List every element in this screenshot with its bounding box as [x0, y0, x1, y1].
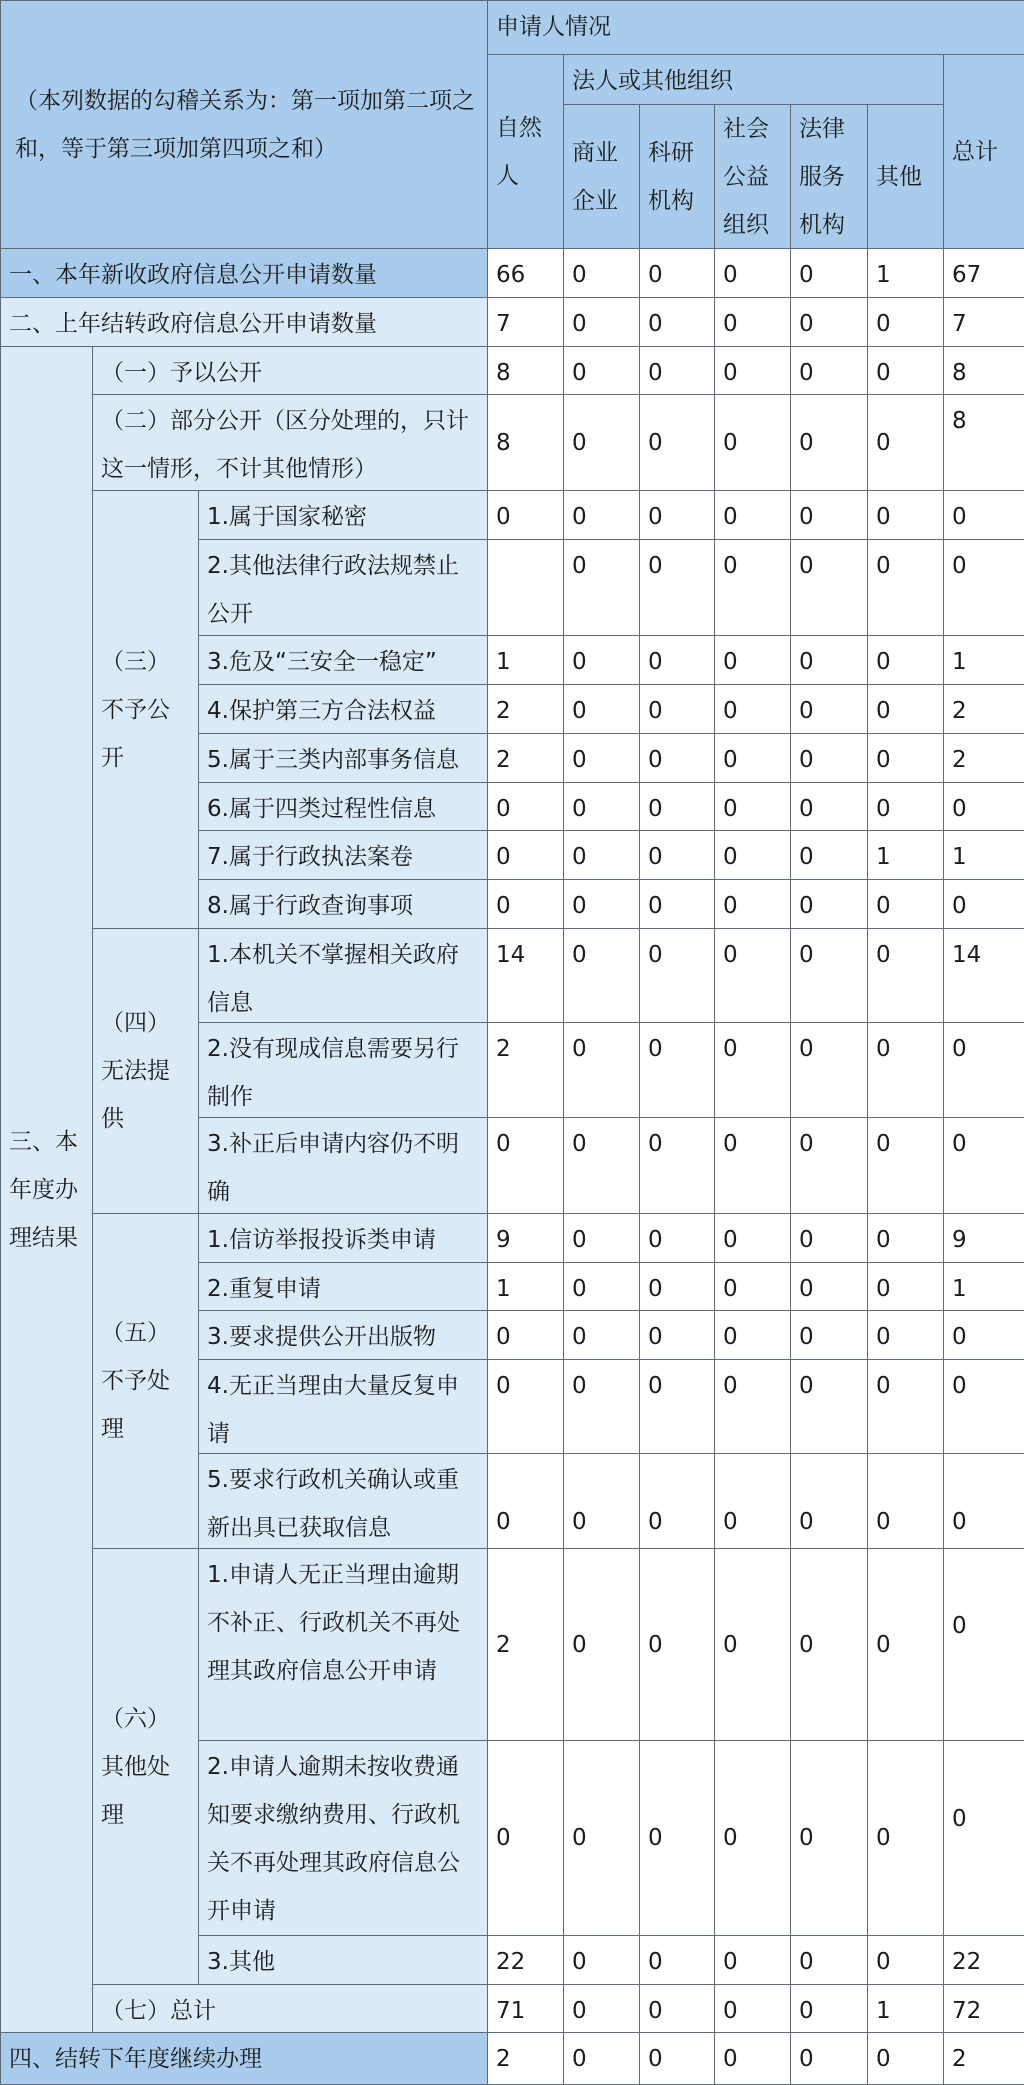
row-label-g6_2: 2.申请人逾期未按收费通知要求缴纳费用、行政机关不再处理其政府信息公开申请: [198, 1740, 488, 1936]
cell-g3_3-other: 0: [867, 635, 944, 685]
cell-g3_2-welfare: 0: [714, 539, 791, 636]
row-label-g6_1: 1.申请人无正当理由逾期不补正、行政机关不再处理其政府信息公开申请: [198, 1548, 488, 1741]
cell-g2-natural: 8: [487, 394, 564, 491]
row-label-g2: （二）部分公开（区分处理的，只计这一情形，不计其他情形）: [92, 394, 488, 491]
cell-g6_1-other: 0: [867, 1548, 944, 1741]
cell-g3_4-other: 0: [867, 684, 944, 734]
cell-g5_1-natural: 9: [487, 1213, 564, 1263]
cell-g3_4-legal-service: 0: [790, 684, 868, 734]
cell-g5_4-research: 0: [639, 1359, 715, 1454]
cell-g1-research: 0: [639, 346, 715, 395]
cell-g6_2-total: 0: [943, 1740, 1024, 1936]
cell-g5_5-natural: 0: [487, 1453, 564, 1549]
cell-g6_2-legal-service: 0: [790, 1740, 868, 1936]
row-label-g5_3: 3.要求提供公开出版物: [198, 1310, 488, 1360]
cell-g7-legal-service: 0: [790, 1984, 868, 2033]
cell-g3_3-business: 0: [563, 635, 640, 685]
group-4-label: （四）无法提供: [92, 928, 199, 1214]
cell-g6_1-business: 0: [563, 1548, 640, 1741]
cell-g5_2-natural: 1: [487, 1262, 564, 1311]
cell-g4_3-natural: 0: [487, 1117, 564, 1214]
cell-g1-welfare: 0: [714, 346, 791, 395]
cell-g1-total: 8: [943, 346, 1024, 395]
cell-g3_1-legal-service: 0: [790, 490, 868, 540]
cell-g3_3-research: 0: [639, 635, 715, 685]
cell-g3_5-welfare: 0: [714, 733, 791, 783]
header-total: 总计: [943, 54, 1024, 249]
cell-g6_3-business: 0: [563, 1935, 640, 1985]
cell-g1-business: 0: [563, 346, 640, 395]
row-label-g3_5: 5.属于三类内部事务信息: [198, 733, 488, 783]
cell-g3_2-natural: [487, 539, 564, 636]
cell-g5_3-other: 0: [867, 1310, 944, 1360]
cell-g7-business: 0: [563, 1984, 640, 2033]
cell-g5_2-other: 0: [867, 1262, 944, 1311]
row-label-g5_1: 1.信访举报投诉类申请: [198, 1213, 488, 1263]
cell-g5_2-legal-service: 0: [790, 1262, 868, 1311]
cell-s1-welfare: 0: [714, 248, 791, 298]
cell-s4-natural: 2: [487, 2032, 564, 2085]
cell-g5_2-business: 0: [563, 1262, 640, 1311]
cell-g3_8-natural: 0: [487, 879, 564, 929]
cell-g5_4-welfare: 0: [714, 1359, 791, 1454]
cell-g7-total: 72: [943, 1984, 1024, 2033]
cell-g3_4-welfare: 0: [714, 684, 791, 734]
cell-g3_3-welfare: 0: [714, 635, 791, 685]
cell-g3_3-total: 1: [943, 635, 1024, 685]
cell-g5_5-other: 0: [867, 1453, 944, 1549]
cell-g5_4-total: 0: [943, 1359, 1024, 1454]
cell-g3_1-natural: 0: [487, 490, 564, 540]
cell-g3_7-research: 0: [639, 830, 715, 880]
cell-g6_1-research: 0: [639, 1548, 715, 1741]
cell-g6_3-legal-service: 0: [790, 1935, 868, 1985]
cell-g3_1-total: 0: [943, 490, 1024, 540]
cell-g3_5-legal-service: 0: [790, 733, 868, 783]
cell-g4_2-welfare: 0: [714, 1022, 791, 1118]
cell-g3_6-total: 0: [943, 782, 1024, 831]
cell-g3_4-research: 0: [639, 684, 715, 734]
cell-s1-total: 67: [943, 248, 1024, 298]
cell-g3_1-business: 0: [563, 490, 640, 540]
row-label-g5_2: 2.重复申请: [198, 1262, 488, 1311]
header-applicant: 申请人情况: [487, 0, 1024, 55]
cell-g5_3-total: 0: [943, 1310, 1024, 1360]
cell-g5_5-business: 0: [563, 1453, 640, 1549]
cell-s4-business: 0: [563, 2032, 640, 2085]
cell-g5_3-natural: 0: [487, 1310, 564, 1360]
row-label-g3_2: 2.其他法律行政法规禁止公开: [198, 539, 488, 636]
header-welfare: 社会公益组织: [714, 104, 791, 249]
cell-g5_3-legal-service: 0: [790, 1310, 868, 1360]
cell-s2-natural: 7: [487, 297, 564, 347]
cell-g7-natural: 71: [487, 1984, 564, 2033]
cell-g2-total: 8: [943, 394, 1024, 491]
cell-g2-other: 0: [867, 394, 944, 491]
row-label-g7: （七）总计: [92, 1984, 488, 2033]
row-label-s4: 四、结转下年度继续办理: [0, 2032, 488, 2085]
cell-s4-other: 0: [867, 2032, 944, 2085]
cell-g4_2-business: 0: [563, 1022, 640, 1118]
cell-g5_1-welfare: 0: [714, 1213, 791, 1263]
row-label-g4_1: 1.本机关不掌握相关政府信息: [198, 928, 488, 1023]
cell-g3_2-total: 0: [943, 539, 1024, 636]
header-research: 科研机构: [639, 104, 715, 249]
cell-s2-total: 7: [943, 297, 1024, 347]
cell-g3_2-business: 0: [563, 539, 640, 636]
cell-g6_1-natural: 2: [487, 1548, 564, 1741]
cell-g5_5-legal-service: 0: [790, 1453, 868, 1549]
cell-g3_8-legal-service: 0: [790, 879, 868, 929]
cell-g4_1-business: 0: [563, 928, 640, 1023]
row-label-g3_1: 1.属于国家秘密: [198, 490, 488, 540]
cell-g7-welfare: 0: [714, 1984, 791, 2033]
cell-s2-other: 0: [867, 297, 944, 347]
cell-g3_2-research: 0: [639, 539, 715, 636]
row-label-g5_5: 5.要求行政机关确认或重新出具已获取信息: [198, 1453, 488, 1549]
cell-g6_3-other: 0: [867, 1935, 944, 1985]
cell-g5_4-business: 0: [563, 1359, 640, 1454]
cell-g5_4-natural: 0: [487, 1359, 564, 1454]
cell-s1-business: 0: [563, 248, 640, 298]
cell-g4_3-total: 0: [943, 1117, 1024, 1214]
cell-g5_1-other: 0: [867, 1213, 944, 1263]
cell-g5_2-research: 0: [639, 1262, 715, 1311]
cell-g7-research: 0: [639, 1984, 715, 2033]
cell-g6_2-natural: 0: [487, 1740, 564, 1936]
cell-g4_3-business: 0: [563, 1117, 640, 1214]
cell-g5_1-total: 9: [943, 1213, 1024, 1263]
cell-g5_2-total: 1: [943, 1262, 1024, 1311]
cell-g3_8-other: 0: [867, 879, 944, 929]
cell-g6_1-welfare: 0: [714, 1548, 791, 1741]
cell-g4_1-total: 14: [943, 928, 1024, 1023]
cell-s1-legal-service: 0: [790, 248, 868, 298]
cell-g6_3-total: 22: [943, 1935, 1024, 1985]
cell-s2-welfare: 0: [714, 297, 791, 347]
cell-g4_2-total: 0: [943, 1022, 1024, 1118]
cell-g2-welfare: 0: [714, 394, 791, 491]
cell-g2-research: 0: [639, 394, 715, 491]
cell-s4-legal-service: 0: [790, 2032, 868, 2085]
cell-g3_8-research: 0: [639, 879, 715, 929]
cell-g4_3-legal-service: 0: [790, 1117, 868, 1214]
cell-g3_7-natural: 0: [487, 830, 564, 880]
cell-g5_1-legal-service: 0: [790, 1213, 868, 1263]
cell-g5_1-business: 0: [563, 1213, 640, 1263]
cell-g3_5-natural: 2: [487, 733, 564, 783]
cell-g3_6-business: 0: [563, 782, 640, 831]
cell-g4_1-welfare: 0: [714, 928, 791, 1023]
cell-g3_8-welfare: 0: [714, 879, 791, 929]
cell-g6_2-other: 0: [867, 1740, 944, 1936]
cell-g2-legal-service: 0: [790, 394, 868, 491]
cell-g1-other: 0: [867, 346, 944, 395]
cell-g6_2-research: 0: [639, 1740, 715, 1936]
cell-g5_3-welfare: 0: [714, 1310, 791, 1360]
cell-g5_5-welfare: 0: [714, 1453, 791, 1549]
cell-g4_2-natural: 2: [487, 1022, 564, 1118]
cell-g3_6-natural: 0: [487, 782, 564, 831]
cell-s4-welfare: 0: [714, 2032, 791, 2085]
cell-g3_5-business: 0: [563, 733, 640, 783]
cell-g3_4-total: 2: [943, 684, 1024, 734]
cell-g3_3-legal-service: 0: [790, 635, 868, 685]
cell-g3_8-total: 0: [943, 879, 1024, 929]
header-legal-service: 法律服务机构: [790, 104, 868, 249]
cell-g4_3-research: 0: [639, 1117, 715, 1214]
cell-g3_7-total: 1: [943, 830, 1024, 880]
group-5-label: （五）不予处理: [92, 1213, 199, 1549]
cell-g6_3-welfare: 0: [714, 1935, 791, 1985]
row-label-g5_4: 4.无正当理由大量反复申请: [198, 1359, 488, 1454]
cell-g3_7-business: 0: [563, 830, 640, 880]
cell-g5_1-research: 0: [639, 1213, 715, 1263]
row-label-s1: 一、本年新收政府信息公开申请数量: [0, 248, 488, 298]
cell-g3_2-other: 0: [867, 539, 944, 636]
cell-g4_1-other: 0: [867, 928, 944, 1023]
section-3-label: 三、本年度办理结果: [0, 346, 93, 2033]
row-label-g3_6: 6.属于四类过程性信息: [198, 782, 488, 831]
cell-g6_2-business: 0: [563, 1740, 640, 1936]
header-note: （本列数据的勾稽关系为：第一项加第二项之和，等于第三项加第四项之和）: [0, 0, 488, 249]
cell-s4-research: 0: [639, 2032, 715, 2085]
row-label-g6_3: 3.其他: [198, 1935, 488, 1985]
cell-g1-legal-service: 0: [790, 346, 868, 395]
row-label-g4_2: 2.没有现成信息需要另行制作: [198, 1022, 488, 1118]
header-natural-person: 自然人: [487, 54, 564, 249]
cell-g4_3-other: 0: [867, 1117, 944, 1214]
cell-s2-business: 0: [563, 297, 640, 347]
header-legal-group: 法人或其他组织: [563, 54, 944, 105]
cell-g3_1-other: 0: [867, 490, 944, 540]
cell-s2-legal-service: 0: [790, 297, 868, 347]
cell-g3_7-legal-service: 0: [790, 830, 868, 880]
cell-g6_3-research: 0: [639, 1935, 715, 1985]
cell-g5_2-welfare: 0: [714, 1262, 791, 1311]
cell-g3_6-welfare: 0: [714, 782, 791, 831]
cell-g5_4-other: 0: [867, 1359, 944, 1454]
cell-g1-natural: 8: [487, 346, 564, 395]
cell-s1-natural: 66: [487, 248, 564, 298]
cell-g2-business: 0: [563, 394, 640, 491]
cell-g3_4-business: 0: [563, 684, 640, 734]
cell-g5_3-research: 0: [639, 1310, 715, 1360]
cell-g4_3-welfare: 0: [714, 1117, 791, 1214]
cell-g4_1-research: 0: [639, 928, 715, 1023]
cell-g6_3-natural: 22: [487, 1935, 564, 1985]
cell-g4_1-legal-service: 0: [790, 928, 868, 1023]
cell-g5_4-legal-service: 0: [790, 1359, 868, 1454]
cell-g3_6-research: 0: [639, 782, 715, 831]
cell-g5_3-business: 0: [563, 1310, 640, 1360]
cell-g5_5-total: 0: [943, 1453, 1024, 1549]
cell-g3_6-legal-service: 0: [790, 782, 868, 831]
cell-g4_2-other: 0: [867, 1022, 944, 1118]
cell-g6_1-total: 0: [943, 1548, 1024, 1741]
cell-g3_1-welfare: 0: [714, 490, 791, 540]
row-label-g3_8: 8.属于行政查询事项: [198, 879, 488, 929]
row-label-g1: （一）予以公开: [92, 346, 488, 395]
row-label-g3_4: 4.保护第三方合法权益: [198, 684, 488, 734]
cell-g3_1-research: 0: [639, 490, 715, 540]
cell-s1-research: 0: [639, 248, 715, 298]
cell-g3_5-research: 0: [639, 733, 715, 783]
row-label-g3_7: 7.属于行政执法案卷: [198, 830, 488, 880]
cell-g6_2-welfare: 0: [714, 1740, 791, 1936]
cell-g4_2-legal-service: 0: [790, 1022, 868, 1118]
cell-g3_6-other: 0: [867, 782, 944, 831]
cell-s1-other: 1: [867, 248, 944, 298]
cell-g3_5-other: 0: [867, 733, 944, 783]
cell-g3_5-total: 2: [943, 733, 1024, 783]
cell-g6_1-legal-service: 0: [790, 1548, 868, 1741]
cell-g4_2-research: 0: [639, 1022, 715, 1118]
cell-g7-other: 1: [867, 1984, 944, 2033]
row-label-g4_3: 3.补正后申请内容仍不明确: [198, 1117, 488, 1214]
cell-s4-total: 2: [943, 2032, 1024, 2085]
cell-g3_2-legal-service: 0: [790, 539, 868, 636]
group-3-label: （三）不予公开: [92, 490, 199, 929]
cell-g3_7-other: 1: [867, 830, 944, 880]
row-label-g3_3: 3.危及“三安全一稳定”: [198, 635, 488, 685]
group-6-label: （六）其他处理: [92, 1548, 199, 1985]
cell-g4_1-natural: 14: [487, 928, 564, 1023]
header-business: 商业企业: [563, 104, 640, 249]
cell-g3_8-business: 0: [563, 879, 640, 929]
cell-g3_3-natural: 1: [487, 635, 564, 685]
cell-s2-research: 0: [639, 297, 715, 347]
cell-g5_5-research: 0: [639, 1453, 715, 1549]
row-label-s2: 二、上年结转政府信息公开申请数量: [0, 297, 488, 347]
cell-g3_4-natural: 2: [487, 684, 564, 734]
cell-g3_7-welfare: 0: [714, 830, 791, 880]
header-other: 其他: [867, 104, 944, 249]
